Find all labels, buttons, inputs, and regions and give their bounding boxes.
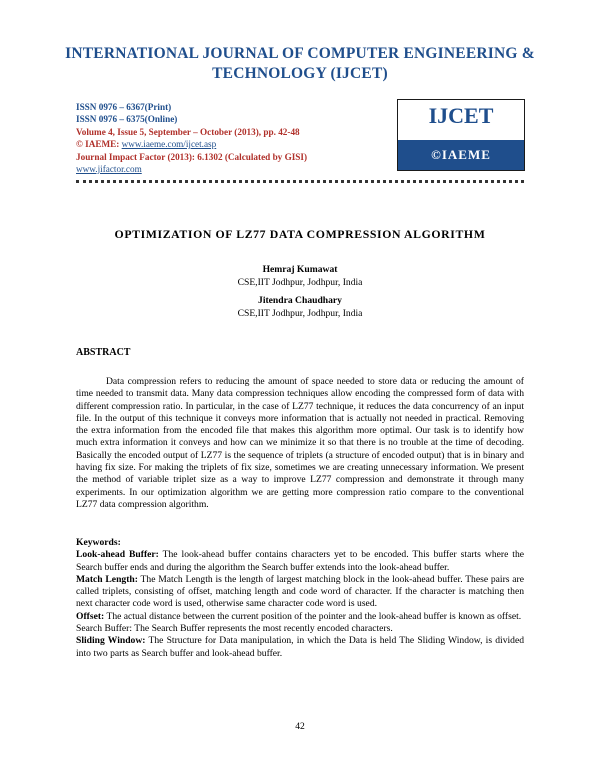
abstract-text: Data compression refers to reducing the amount of space needed to store data or reducing the amount of time needed to transmit data. Many data compression techniques allow encoding the compressed form of data with different compression ratio. In particular, in the case of LZ77 technique, it reduces the data concurrency of an input file. In the output of this technique it conveys more information that is actually not needed in practical. Removing the extra information from the encoded file that makes this algorithm more optimal. Our task is to identify how much extra information it conveys and how can we minimize it so that there is no trouble at the time of decoding. Basically the encoded output of LZ77 is the sequence of triplets (a structure of encoded output) that is in binary and having fix size. For making the triplets of fix size, sometimes we are creating unnecessary information. We present the method of variable triplet size as a way to improve LZ77 compression and demonstrate it through many experiments. In our optimization algorithm we are getting more compression ratio compare to the conventional LZ77 data compression algorithm. [76, 376, 524, 510]
dotted-divider [76, 180, 524, 183]
iaeme-line [76, 138, 386, 150]
keywords-heading: Keywords: [76, 537, 121, 548]
iaeme-link[interactable]: www.iaeme.com/ijcet.asp [121, 139, 217, 150]
logo-band: ©IAEME [398, 140, 524, 170]
keyword-term: Offset: [76, 610, 105, 622]
volume-info: Volume 4, Issue 5, September – October (2013), pp. 42-48 [76, 126, 300, 137]
keyword-entry [76, 635, 524, 660]
journal-title: INTERNATIONAL JOURNAL OF COMPUTER ENGINEERING & TECHNOLOGY (IJCET) [65, 45, 535, 82]
keyword-entry [76, 611, 524, 623]
keyword-entry [76, 574, 524, 611]
keyword-entry [76, 549, 524, 574]
keyword-term: Look-ahead Buffer: [76, 549, 159, 561]
author-name: Hemraj Kumawat [262, 264, 338, 275]
issn-print: ISSN 0976 – 6367(Print) [76, 102, 172, 112]
abstract-heading: ABSTRACT [76, 347, 131, 358]
jifactor-link[interactable]: www.jifactor.com [76, 164, 142, 175]
author-affiliation: CSE,IIT Jodhpur, Jodhpur, India [237, 277, 363, 288]
keyword-definition: The look-ahead buffer contains characters yet to be encoded. This buffer starts where the Search buffer ends and during the algorithm the Search buffer extends into the look-ahead buffer. [76, 549, 525, 573]
journal-logo [397, 99, 525, 171]
author-affiliation: CSE,IIT Jodhpur, Jodhpur, India [237, 308, 363, 319]
keyword-definition: The Structure for Data manipulation, in which the Data is held The Sliding Window, is divided into two parts as Search buffer and look-ahead buffer. [76, 635, 525, 659]
keyword-entry [76, 623, 524, 635]
page-number: 42 [295, 721, 305, 732]
journal-meta [76, 101, 386, 175]
keyword-term: Sliding Window: [76, 635, 146, 647]
paper-title: OPTIMIZATION OF LZ77 DATA COMPRESSION ALGORITHM [114, 227, 486, 241]
keyword-definition: The actual distance between the current position of the pointer and the look-ahead buffer is known as offset. [104, 610, 522, 622]
impact-factor: Journal Impact Factor (2013): 6.1302 (Calculated by GISI) [76, 151, 308, 162]
keywords-section [76, 537, 524, 660]
keyword-definition: Search Buffer: The Search Buffer represents the most recently encoded characters. [76, 623, 393, 635]
keyword-definition: The Match Length is the length of largest matching block in the look-ahead buffer. These pairs are called triplets, consisting of offset, matching length and code word of character. If the character is matching then next character code word is used, otherwise same character code word is used. [76, 573, 524, 610]
author-name: Jitendra Chaudhary [258, 295, 342, 306]
iaeme-prefix: © IAEME: [76, 139, 122, 150]
logo-text: IJCET [428, 103, 494, 128]
keyword-term: Match Length: [76, 573, 138, 585]
issn-online: ISSN 0976 – 6375(Online) [76, 114, 178, 125]
